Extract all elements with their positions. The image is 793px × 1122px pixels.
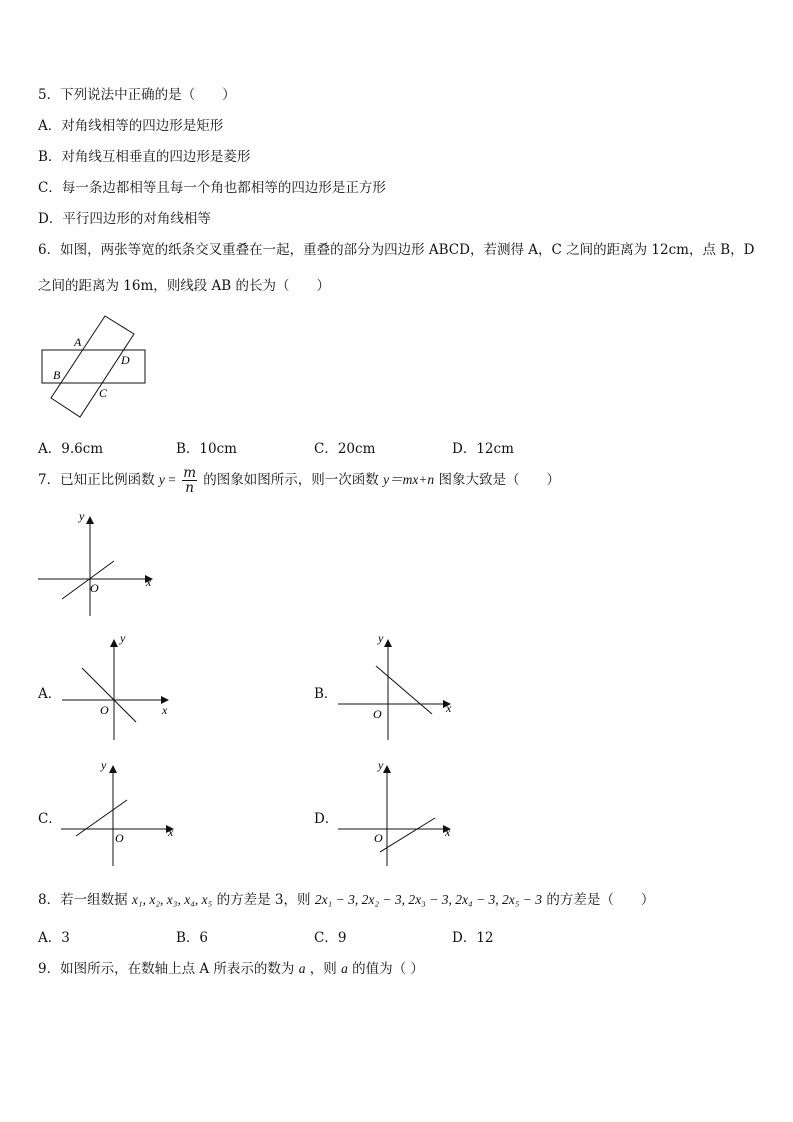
q8-stem-before: 8．若一组数据 [38, 892, 128, 908]
q8-option-a: A．3 [38, 930, 70, 946]
y-axis-label: y [378, 758, 384, 772]
label-d: D [121, 353, 130, 367]
q6-option-b: B．10cm [176, 441, 237, 457]
q9-stem-after: 的值为（ ） [352, 961, 424, 977]
reference-line [62, 561, 114, 599]
q9-stem-before: 9．如图所示，在数轴上点 A 所表示的数为 [38, 961, 295, 977]
y-axis-label: y [101, 758, 107, 772]
q9-stem [38, 957, 424, 977]
x-axis-label: x [162, 703, 168, 717]
option-d-line [380, 818, 435, 852]
q8-option-b: B．6 [176, 930, 209, 946]
q6-option-a: A．9.6cm [38, 441, 104, 457]
q8-transformed-data: 2x₁ − 3, 2x₂ − 3, 2x₃ − 3, 2x₄ − 3, 2x₅ − 3 [314, 892, 543, 907]
q6-stem-line2: 之间的距离为 16m，则线段 AB 的长为（ ） [38, 278, 331, 294]
q7-stem-middle: 的图象如图所示，则一次函数 [203, 472, 379, 488]
option-b-line [376, 666, 432, 714]
q6-option-c: C．20cm [314, 441, 376, 457]
q5-option-b: B．对角线互相垂直的四边形是菱形 [38, 149, 251, 165]
origin-label: O [373, 707, 382, 721]
label-c: C [99, 386, 108, 400]
q7-option-b-label: B． [314, 686, 338, 702]
q8-option-d: D．12 [452, 930, 494, 946]
q9-var-a-second: a [341, 961, 348, 976]
q7-frac-den: n [185, 480, 194, 496]
q7-linear-function: y＝mx+n [383, 472, 435, 487]
q7-option-a-label: A． [38, 686, 62, 702]
q7-option-c-label: C． [38, 811, 62, 827]
origin-label: O [90, 581, 99, 595]
origin-label: O [115, 831, 124, 845]
q7-y-var: y [158, 472, 165, 487]
q7-option-a-graph [58, 630, 178, 742]
option-a-line [82, 668, 136, 722]
q8-stem-middle: 的方差是 3，则 [216, 892, 311, 908]
q5-option-a: A．对角线相等的四边形是矩形 [38, 118, 224, 134]
q9-stem-middle: ，则 [309, 961, 337, 977]
x-axis-label: x [446, 701, 452, 715]
q5-option-c: C．每一条边都相等且每一个角也都相等的四边形是正方形 [38, 180, 386, 196]
q6-paper-strips-figure [30, 308, 160, 423]
q6-stem-line1: 6．如图，两张等宽的纸条交叉重叠在一起，重叠的部分为四边形 ABCD，若测得 A，C 之间的距离为 12cm，点 B，D [38, 242, 755, 258]
q7-stem-before: 7．已知正比例函数 [38, 472, 155, 488]
q7-stem-after: 图象大致是（ ） [438, 472, 560, 488]
label-b: B [53, 368, 61, 382]
origin-label: O [100, 703, 109, 717]
q8-data-set: x₁, x₂, x₃, x₄, x₅ [131, 892, 213, 907]
q8-stem-after: 的方差是（ ） [546, 892, 655, 908]
q9-var-a: a [298, 961, 306, 976]
q7-option-b-graph [334, 630, 459, 742]
label-a: A [74, 335, 82, 349]
y-axis-label: y [378, 631, 384, 645]
q7-frac-num: m [183, 465, 196, 481]
x-axis-label: x [146, 575, 152, 589]
q7-eq: = [168, 472, 176, 487]
origin-label: O [374, 831, 383, 845]
q7-option-d-graph [334, 756, 459, 868]
y-axis-label: y [79, 509, 85, 523]
q8-option-c: C．9 [314, 930, 347, 946]
q5-option-d: D．平行四边形的对角线相等 [38, 211, 211, 227]
q7-option-d-label: D． [314, 811, 339, 827]
q7-reference-graph [35, 506, 160, 618]
y-axis-label: y [120, 631, 126, 645]
q5-stem: 5．下列说法中正确的是（ ） [38, 87, 236, 103]
x-axis-label: x [445, 825, 451, 839]
q7-fraction [182, 466, 197, 495]
x-axis-label: x [168, 825, 174, 839]
q8-stem [38, 888, 654, 908]
q7-option-c-graph [58, 756, 183, 868]
q6-option-d: D．12cm [452, 441, 514, 457]
q7-stem [38, 466, 560, 495]
